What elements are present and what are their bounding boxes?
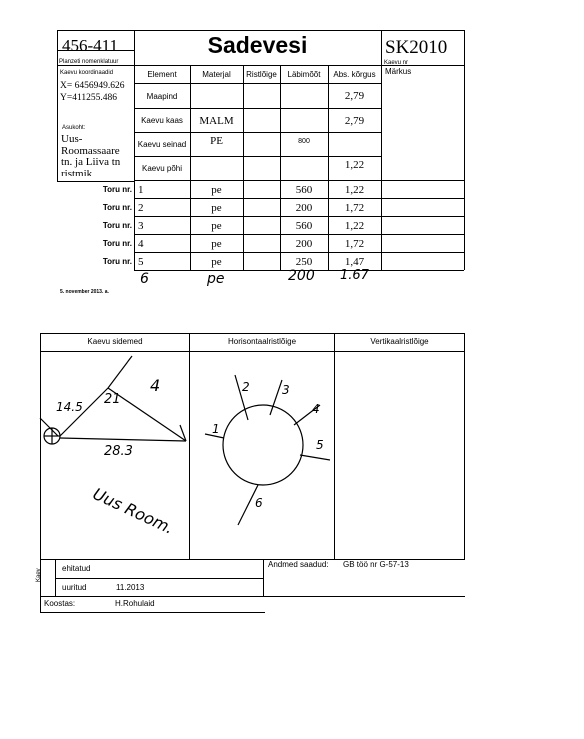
col-remark: Märkus [385,67,412,76]
tie-length-1: 14.5 [56,400,83,414]
location-label: Asukoht: [62,125,86,131]
surveyed-date: 11.2013 [116,583,145,592]
author-value: H.Rohulaid [115,599,155,608]
well-id: SK2010 [385,37,448,58]
kaev-label: Kaev [36,568,42,582]
pipe-label-5: 5 [316,438,324,452]
diagram-title-horizontal: Horisontaalristlõige [227,337,297,346]
author-label: Koostas: [44,599,76,608]
built-label: ehitatud [62,564,91,573]
location-text: Uus- Roomassaare tn. ja Liiva tn ristmik [61,134,121,176]
pipe-label-1: 1 [212,422,220,436]
diagram-title-vertical: Vertikaalristlõige [370,337,429,346]
surveyed-label: uuritud [62,583,87,592]
data-source-label: Andmed saadud: [268,560,329,569]
tie-mark: 4 [150,376,161,395]
pipe-label-2: 2 [242,380,250,394]
pipe-label-6: 6 [255,496,263,510]
col-abs-height: Abs. kõrgus [333,70,376,79]
street-label: Uus Room. [89,484,177,538]
coord-y: Y=411255.486 [60,93,117,103]
tie-length-2: 21 [104,392,121,407]
data-source-value: GB töö nr G-57-13 [343,560,409,569]
nomenclature-number: 456-411 [62,36,119,55]
page-title: Sadevesi [207,32,308,58]
col-material: Materjal [202,70,231,79]
pipe-label-4: 4 [312,402,320,416]
well-no-label: Kaevu nr [384,60,409,66]
coord-x: X= 6456949.626 [60,81,125,91]
date-note: 5. november 2013. a. [60,289,109,295]
col-cross-section: Ristlõige [246,70,277,79]
tie-length-3: 28.3 [104,444,133,459]
col-diameter: Läbimõõt [287,70,321,79]
col-element: Element [147,70,177,79]
diagram-title-ties: Kaevu sidemed [87,337,143,346]
coords-label: Kaevu koordinaadid [60,70,114,76]
pipe-label-3: 3 [282,383,290,397]
nomenclature-label: Planzeti nomenklatuur [59,59,119,65]
